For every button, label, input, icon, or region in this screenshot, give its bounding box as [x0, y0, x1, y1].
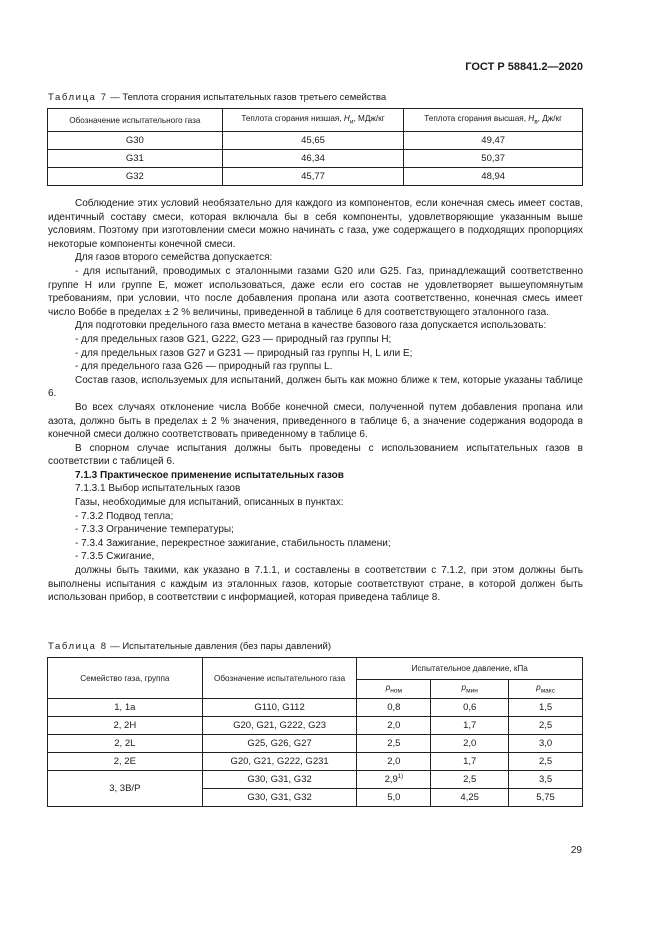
table8 [47, 657, 583, 807]
cell-min: 0,6 [431, 699, 509, 717]
paragraph: 7.1.3.1 Выбор испытательных газов [75, 483, 241, 495]
cell-max: 2,5 [509, 753, 583, 771]
table-row [48, 132, 583, 150]
paragraph: Состав газов, используемых для испытаний, должен быть как можно ближе к тем, которые указаны таблице 6. [48, 374, 583, 400]
cell-max: 3,5 [509, 771, 583, 789]
p-symbol: p [385, 683, 391, 693]
table8-header-row [48, 658, 583, 680]
table7-col-gas: Обозначение испытательного газа [48, 109, 223, 132]
list-item: - 7.3.4 Зажигание, перекрестное зажигание, стабильность пламени; [75, 537, 391, 549]
table-row [48, 168, 583, 186]
list-item: - для предельного газа G26 — природный газ группы L. [75, 361, 333, 373]
cell-min: 1,7 [431, 753, 509, 771]
cell-nom: 0,8 [357, 699, 431, 717]
table7-col-low-sym: H [343, 114, 350, 124]
document-code: ГОСТ Р 58841.2—2020 [465, 61, 583, 73]
cell-gas: G20, G21, G222, G23 [202, 717, 357, 735]
list-item: - для предельных газов G21, G222, G23 — природный газ группы H; [75, 333, 392, 345]
cell-high: 50,37 [404, 150, 583, 168]
paragraph: Для газов второго семейства допускается: [75, 252, 273, 264]
table8-col-pressure: Испытательное давление, кПа [357, 658, 583, 680]
cell-max: 3,0 [509, 735, 583, 753]
table-row [48, 699, 583, 717]
table-row [48, 717, 583, 735]
paragraph: - для испытаний, проводимых с эталонными газами G20 или G25. Газ, принадлежащий соответственно группе H или группе E, может использоваться, даже если его состав не удовлетворяет вышеупомянутым требованиям, при условии, что после добавления пропана или азота соответственно, конечная смесь имеет число Воббе в пределах ± 2 % величины, приведенной в таблице 6 для соответствующего эталонного газа. [48, 265, 583, 318]
table-row [48, 771, 583, 789]
page-number: 29 [570, 845, 582, 856]
cell-min: 2,0 [431, 735, 509, 753]
cell-low: 46,34 [222, 150, 404, 168]
paragraph: должны быть такими, как указано в 7.1.1, и составлены в соответствии с 7.1.2, при этом должны быть выполнены испытания с каждым из эталонных газов, которые соответствуют стране, в которой должен быть использован прибор, в соответствии с информацией, которая приведена таблице 8. [48, 565, 583, 604]
cell-family: 2, 2E [48, 753, 203, 771]
cell-gas: G30, G31, G32 [202, 771, 357, 789]
table8-caption [48, 641, 331, 652]
table7-col-low-text: Теплота сгорания низшая, [241, 114, 344, 124]
cell-min: 1,7 [431, 717, 509, 735]
cell-nom-value: 2,9 [384, 774, 398, 786]
cell-gas: G31 [48, 150, 223, 168]
cell-max: 5,75 [509, 789, 583, 807]
footnote-mark: 1) [397, 773, 404, 780]
table-row [48, 150, 583, 168]
list-item: - 7.3.5 Сжигание, [75, 551, 155, 563]
table8-caption-text: — Испытательные давления (без пары давлений) [107, 641, 331, 652]
table8-col-family: Семейство газа, группа [48, 658, 203, 699]
table8-col-min [431, 680, 509, 699]
cell-family: 2, 2L [48, 735, 203, 753]
table7-caption [48, 92, 386, 103]
cell-nom: 2,0 [357, 717, 431, 735]
paragraph: В спорном случае испытания должны быть проведены с использованием испытательных газов в соответствии с таблицей 6. [48, 442, 583, 468]
table7-col-high-unit: , Дж/кг [537, 114, 563, 124]
table8-caption-prefix: Таблица 8 [48, 641, 108, 652]
cell-gas: G20, G21, G222, G231 [202, 753, 357, 771]
list-item: - для предельных газов G27 и G231 — природный газ группы H, L или E; [75, 347, 413, 359]
cell-max: 1,5 [509, 699, 583, 717]
paragraph: Газы, необходимые для испытаний, описанных в пунктах: [75, 497, 344, 509]
cell-low: 45,65 [222, 132, 404, 150]
paragraph: Соблюдение этих условий необязательно для каждого из компонентов, если конечная смесь имеет состав, идентичный составу смеси, которая включала бы в себя компоненты, удовлетворяющие указанным выше условиям. Поэтому при изготовлении смеси можно начинать с газа, уже содержащего в подходящих пропорциях некоторые компоненты конечной смеси. [48, 198, 583, 250]
cell-gas: G25, G26, G27 [202, 735, 357, 753]
table7-col-low-unit: , МДж/кг [353, 114, 385, 124]
cell-nom: 5,0 [357, 789, 431, 807]
table7-header-row [48, 109, 583, 132]
list-item: - 7.3.3 Ограничение температуры; [75, 524, 234, 536]
cell-gas: G110, G112 [202, 699, 357, 717]
p-symbol: p [461, 683, 467, 693]
table7-col-high-text: Теплота сгорания высшая, [424, 114, 529, 124]
cell-high: 49,47 [404, 132, 583, 150]
table8-col-max [509, 680, 583, 699]
list-item: - 7.3.2 Подвод тепла; [75, 510, 174, 522]
cell-nom: 2,0 [357, 753, 431, 771]
cell-min: 4,25 [431, 789, 509, 807]
table7-col-low [222, 109, 404, 132]
p-sub: макс [540, 687, 555, 695]
cell-max: 2,5 [509, 717, 583, 735]
p-sub: ном [390, 687, 402, 695]
p-symbol: p [536, 683, 541, 693]
table7-col-low-sub: и [349, 118, 354, 126]
table8-col-gas: Обозначение испытательного газа [202, 658, 357, 699]
table-row [48, 753, 583, 771]
cell-high: 48,94 [404, 168, 583, 186]
cell-family: 1, 1а [48, 699, 203, 717]
body-text [48, 197, 583, 605]
cell-nom: 2,5 [357, 735, 431, 753]
cell-family: 2, 2H [48, 717, 203, 735]
cell-gas: G32 [48, 168, 223, 186]
cell-family: 3, 3B/P [48, 771, 203, 807]
table8-col-nom [357, 680, 431, 699]
table7-col-high [404, 109, 583, 132]
table7-caption-prefix: Таблица 7 [48, 92, 108, 103]
table-row [48, 735, 583, 753]
table7-col-high-sym: H [528, 114, 535, 124]
cell-min: 2,5 [431, 771, 509, 789]
cell-gas: G30, G31, G32 [202, 789, 357, 807]
cell-gas: G30 [48, 132, 223, 150]
table7-col-high-sub: в [534, 118, 538, 126]
cell-nom [357, 771, 431, 789]
cell-low: 45,77 [222, 168, 404, 186]
section-title: 7.1.3 Практическое применение испытательных газов [75, 469, 344, 481]
paragraph: Во всех случаях отклонение числа Воббе конечной смеси, полученной путем добавления пропана или азота, должно быть в пределах ± 2 % значения, приведенного в таблице 6, а значение содержания водорода в конечной смеси должно соответствовать приведенному в таблице 6. [48, 401, 583, 441]
p-sub: мин [466, 687, 478, 695]
table7 [47, 108, 583, 186]
table7-caption-text: — Теплота сгорания испытательных газов третьего семейства [107, 92, 387, 103]
paragraph: Для подготовки предельного газа вместо метана в качестве базового газа допускается использовать: [75, 320, 547, 332]
